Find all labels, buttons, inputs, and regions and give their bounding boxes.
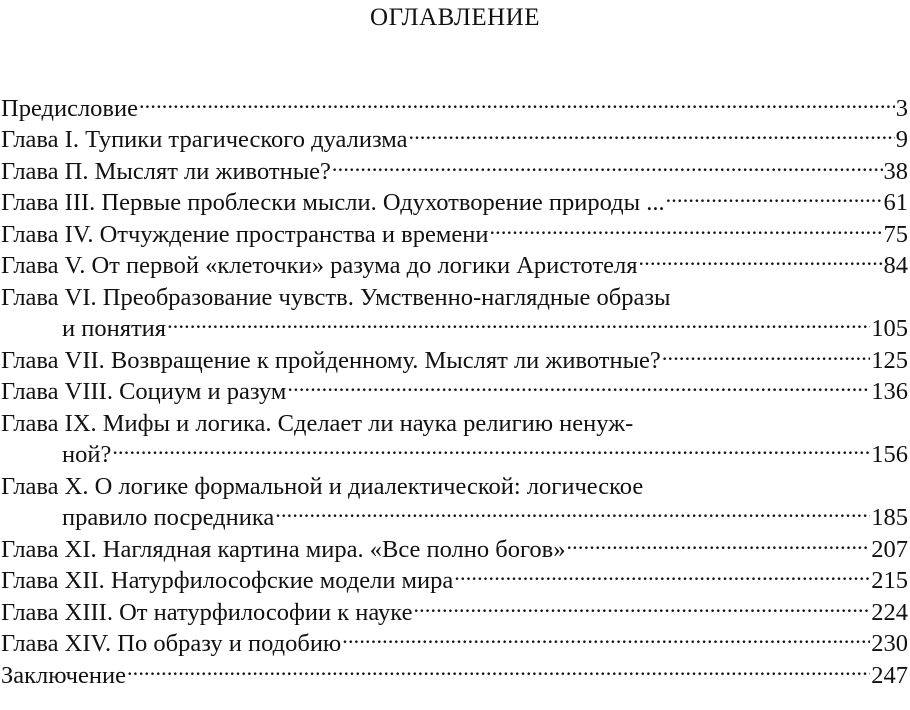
toc-line	[0, 84, 910, 122]
toc-entry	[0, 399, 910, 468]
toc-entry-title: Глава VIII. Социум и разум	[1, 378, 287, 405]
toc-page-number: 207	[871, 535, 908, 563]
toc-page-number: 125	[871, 346, 908, 374]
toc-entry-title: Глава XI. Наглядная картина мира. «Все полно богов»	[1, 535, 566, 563]
toc-entry-title-continuation: ной?	[62, 441, 112, 468]
toc-entry-title: Глава П. Мыслят ли животные?	[1, 157, 331, 185]
dot-leader	[566, 525, 870, 557]
page-title: ОГЛАВЛЕНИЕ	[370, 4, 540, 31]
toc-entry-title: Глава III. Первые проблески мысли. Одухотворение природы ...	[1, 189, 665, 216]
toc-entry-title: Предисловие	[1, 94, 138, 122]
dot-leader	[662, 336, 870, 368]
dot-leader	[639, 242, 883, 274]
toc-page-number: 9	[895, 126, 908, 153]
toc-page-number: 136	[871, 378, 908, 405]
toc-page-number: 247	[871, 661, 908, 689]
dot-leader	[275, 494, 870, 526]
toc-line	[0, 462, 910, 500]
toc-entry-title: Глава VI. Преобразование чувств. Умственно-наглядные образы	[1, 283, 671, 311]
dot-leader	[666, 179, 883, 211]
toc-page-number: 75	[883, 220, 908, 248]
toc-entry	[0, 651, 910, 689]
dot-leader	[332, 147, 883, 179]
toc-entry-title: Глава X. О логике формальной и диалектической: логическое	[1, 472, 644, 500]
toc-entry-title-continuation: и понятия	[62, 315, 167, 342]
dot-leader	[287, 368, 870, 400]
dot-leader	[409, 116, 895, 148]
dot-leader	[413, 588, 870, 620]
toc-entry-title: Глава IV. Отчуждение пространства и времени	[1, 220, 489, 248]
dot-leader	[112, 431, 870, 463]
toc-entry-title: Глава IX. Мифы и логика. Сделает ли наука религию ненуж-	[1, 409, 634, 437]
dot-leader	[127, 651, 870, 683]
toc-page-number: 84	[883, 252, 908, 279]
toc-page-number: 3	[895, 94, 908, 122]
dot-leader	[489, 210, 882, 242]
toc-page-number: 105	[871, 315, 908, 342]
toc-entry-title: Глава V. От первой «клеточки» разума до логики Аристотеля	[1, 252, 638, 279]
dot-leader	[167, 305, 870, 337]
toc-entry	[0, 84, 910, 122]
toc-line	[0, 651, 910, 689]
toc-page-number: 185	[871, 504, 908, 531]
toc-page-number: 230	[871, 630, 908, 657]
toc-entry	[0, 462, 910, 531]
toc-page-number: 215	[871, 567, 908, 594]
toc-entry-title: Глава XII. Натурфилософские модели мира	[1, 567, 454, 594]
toc-entry	[0, 273, 910, 342]
toc-list	[0, 84, 910, 689]
toc-page-number: 224	[871, 598, 908, 626]
toc-line-continuation	[0, 431, 910, 468]
toc-entry-title: Глава XIV. По образу и подобию	[1, 630, 342, 657]
dot-leader	[454, 557, 870, 589]
toc-page-number: 156	[871, 441, 908, 468]
toc-entry-title: Заключение	[1, 661, 126, 689]
toc-entry-title: Глава XIII. От натурфилософии к науке	[1, 598, 413, 626]
dot-leader	[342, 620, 870, 652]
toc-page-number: 38	[883, 157, 908, 185]
toc-page-number: 61	[883, 189, 908, 216]
toc-entry-title: Глава I. Тупики трагического дуализма	[1, 126, 408, 153]
dot-leader	[139, 84, 895, 116]
toc-entry-title-continuation: правило посредника	[62, 504, 275, 531]
toc-entry-title: Глава VII. Возвращение к пройденному. Мыслят ли животные?	[1, 346, 661, 374]
